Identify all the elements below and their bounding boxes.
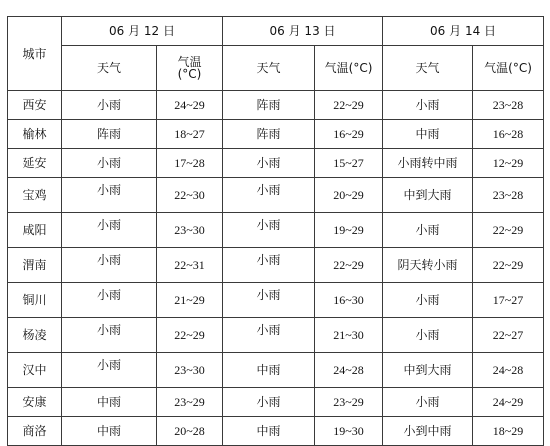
weather-cell-day2: 小雨 — [223, 388, 315, 417]
weather-header-day3: 天气 — [383, 46, 473, 91]
temp-cell-day2: 16~30 — [315, 283, 383, 318]
weather-cell-day2: 小雨 — [223, 318, 315, 353]
temp-cell-day3: 18~29 — [473, 417, 544, 446]
table-row — [8, 178, 544, 213]
temp-cell-day2: 22~29 — [315, 91, 383, 120]
temp-header-day1 — [157, 46, 223, 91]
temp-header-unit: (°C) — [177, 67, 202, 81]
weather-cell-day3: 小雨 — [383, 283, 473, 318]
table-row — [8, 318, 544, 353]
weather-forecast-table — [7, 16, 544, 446]
temp-cell-day3: 22~29 — [473, 248, 544, 283]
city-cell: 商洛 — [8, 417, 62, 446]
temp-cell-day2: 21~30 — [315, 318, 383, 353]
temp-cell-day1: 18~27 — [157, 120, 223, 149]
weather-cell-day1: 小雨 — [62, 213, 157, 248]
table-body — [8, 91, 544, 446]
weather-cell-day1: 小雨 — [62, 178, 157, 213]
weather-header-day2: 天气 — [223, 46, 315, 91]
temp-cell-day2: 19~29 — [315, 213, 383, 248]
temp-cell-day2: 23~29 — [315, 388, 383, 417]
table-row — [8, 120, 544, 149]
city-cell: 汉中 — [8, 353, 62, 388]
temp-header-label: 气温 — [177, 55, 202, 69]
temp-cell-day1: 22~30 — [157, 178, 223, 213]
table-row — [8, 353, 544, 388]
weather-cell-day2: 阵雨 — [223, 120, 315, 149]
weather-cell-day3: 小雨 — [383, 388, 473, 417]
weather-cell-day2: 小雨 — [223, 178, 315, 213]
table-row — [8, 417, 544, 446]
date-header-day3: 06 月 14 日 — [383, 17, 544, 46]
weather-cell-day3: 中雨 — [383, 120, 473, 149]
city-cell: 延安 — [8, 149, 62, 178]
temp-cell-day1: 24~29 — [157, 91, 223, 120]
city-cell: 咸阳 — [8, 213, 62, 248]
table-row — [8, 149, 544, 178]
weather-cell-day2: 小雨 — [223, 213, 315, 248]
temp-header-day3: 气温(°C) — [473, 46, 544, 91]
table-row — [8, 283, 544, 318]
temp-cell-day3: 16~28 — [473, 120, 544, 149]
temp-cell-day1: 23~30 — [157, 353, 223, 388]
temp-cell-day3: 24~28 — [473, 353, 544, 388]
city-cell: 渭南 — [8, 248, 62, 283]
temp-cell-day2: 24~28 — [315, 353, 383, 388]
weather-cell-day2: 小雨 — [223, 149, 315, 178]
weather-cell-day2: 阵雨 — [223, 91, 315, 120]
weather-cell-day1: 小雨 — [62, 353, 157, 388]
table-row — [8, 213, 544, 248]
city-cell: 榆林 — [8, 120, 62, 149]
weather-cell-day1: 中雨 — [62, 388, 157, 417]
temp-cell-day2: 20~29 — [315, 178, 383, 213]
table-row — [8, 388, 544, 417]
table-row — [8, 248, 544, 283]
temp-cell-day1: 23~29 — [157, 388, 223, 417]
weather-cell-day1: 小雨 — [62, 248, 157, 283]
weather-cell-day2: 小雨 — [223, 283, 315, 318]
city-cell: 铜川 — [8, 283, 62, 318]
temp-cell-day1: 22~31 — [157, 248, 223, 283]
temp-cell-day3: 24~29 — [473, 388, 544, 417]
weather-cell-day3: 小到中雨 — [383, 417, 473, 446]
date-header-day2: 06 月 13 日 — [223, 17, 383, 46]
weather-cell-day3: 小雨 — [383, 213, 473, 248]
weather-cell-day3: 小雨转中雨 — [383, 149, 473, 178]
date-header-day1: 06 月 12 日 — [62, 17, 223, 46]
temp-cell-day3: 23~28 — [473, 178, 544, 213]
weather-cell-day1: 中雨 — [62, 417, 157, 446]
temp-cell-day3: 17~27 — [473, 283, 544, 318]
weather-cell-day3: 小雨 — [383, 91, 473, 120]
city-cell: 安康 — [8, 388, 62, 417]
weather-cell-day1: 小雨 — [62, 149, 157, 178]
weather-cell-day3: 中到大雨 — [383, 178, 473, 213]
weather-cell-day1: 小雨 — [62, 318, 157, 353]
weather-cell-day2: 小雨 — [223, 248, 315, 283]
temp-cell-day3: 12~29 — [473, 149, 544, 178]
weather-cell-day1: 小雨 — [62, 283, 157, 318]
temp-cell-day2: 22~29 — [315, 248, 383, 283]
city-column-header: 城市 — [8, 17, 62, 91]
table-row — [8, 91, 544, 120]
weather-cell-day1: 小雨 — [62, 91, 157, 120]
temp-cell-day3: 23~28 — [473, 91, 544, 120]
city-cell: 西安 — [8, 91, 62, 120]
temp-cell-day3: 22~27 — [473, 318, 544, 353]
weather-cell-day3: 阴天转小雨 — [383, 248, 473, 283]
city-cell: 杨凌 — [8, 318, 62, 353]
temp-cell-day1: 22~29 — [157, 318, 223, 353]
weather-cell-day2: 中雨 — [223, 353, 315, 388]
temp-cell-day2: 15~27 — [315, 149, 383, 178]
weather-cell-day3: 小雨 — [383, 318, 473, 353]
temp-cell-day2: 16~29 — [315, 120, 383, 149]
weather-header-day1: 天气 — [62, 46, 157, 91]
temp-cell-day2: 19~30 — [315, 417, 383, 446]
temp-cell-day1: 21~29 — [157, 283, 223, 318]
weather-cell-day3: 中到大雨 — [383, 353, 473, 388]
temp-header-day2: 气温(°C) — [315, 46, 383, 91]
temp-cell-day1: 20~28 — [157, 417, 223, 446]
temp-cell-day3: 22~29 — [473, 213, 544, 248]
temp-cell-day1: 23~30 — [157, 213, 223, 248]
weather-cell-day1: 阵雨 — [62, 120, 157, 149]
temp-cell-day1: 17~28 — [157, 149, 223, 178]
weather-cell-day2: 中雨 — [223, 417, 315, 446]
city-cell: 宝鸡 — [8, 178, 62, 213]
